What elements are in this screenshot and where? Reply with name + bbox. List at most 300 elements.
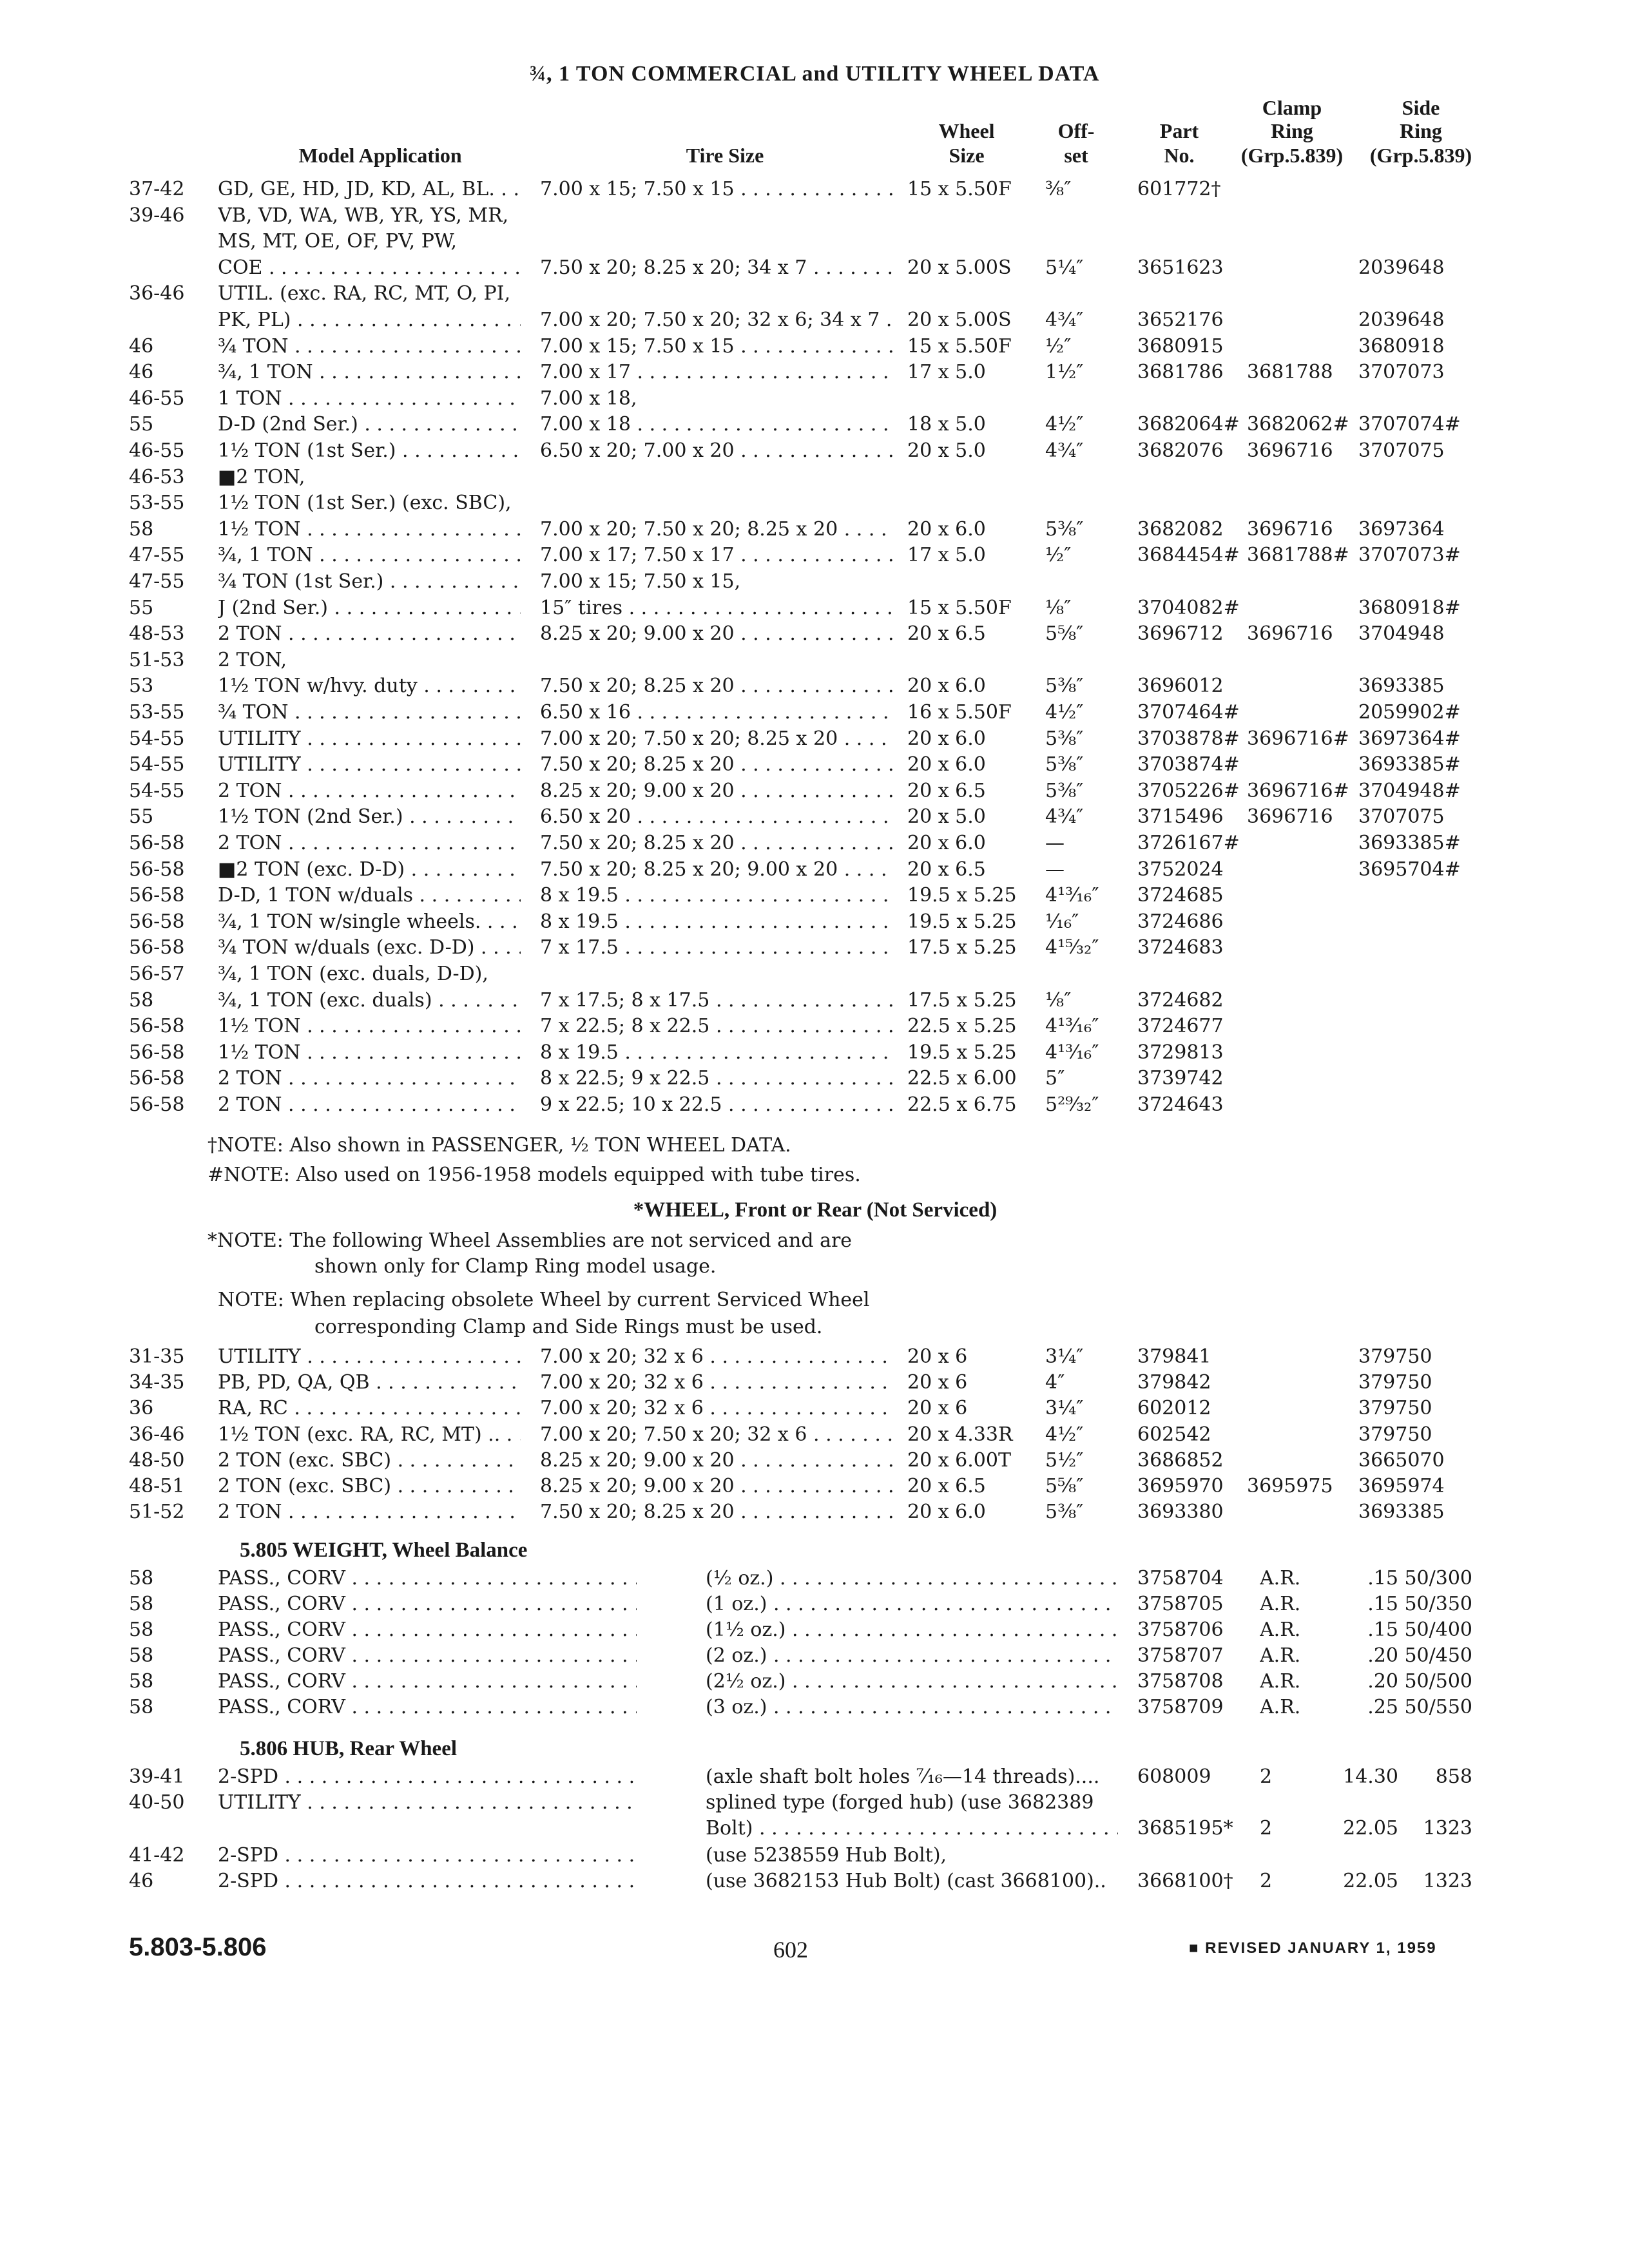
price: .25	[1367, 1696, 1398, 1718]
wheel-size: 15 x 5.50F	[907, 596, 1012, 619]
table-row	[0, 804, 1629, 830]
header-offset-1: Off-	[1057, 119, 1095, 142]
clamp-ring: 3696716	[1247, 517, 1333, 541]
section-title-weight: 5.805 WEIGHT, Wheel Balance	[240, 1539, 528, 1562]
offset: 4½″	[1045, 413, 1084, 436]
model-years: 47-55	[129, 544, 185, 567]
offset: 5⅝″	[1045, 622, 1084, 646]
wheel-size: 22.5 x 6.00	[907, 1067, 1017, 1090]
model-application: 1½ TON . . .	[218, 1040, 521, 1066]
part-number: 3705226#	[1137, 779, 1240, 802]
tire-size: 7 x 17.5 . . .	[540, 935, 894, 961]
description: (2 oz.) . . .	[706, 1643, 1118, 1669]
wheel-size: 20 x 6.0	[907, 675, 986, 698]
wheel-size: 20 x 6.00T	[907, 1448, 1011, 1472]
tire-size: 7.00 x 18,	[540, 387, 637, 410]
wheel-size: 15 x 5.50F	[907, 334, 1012, 358]
note-dagger: †NOTE: Also shown in PASSENGER, ½ TON WHEEL DATA.	[207, 1134, 791, 1157]
side-ring: 3680918	[1358, 334, 1445, 358]
model-years: 46	[129, 1870, 154, 1892]
tire-size: 7.00 x 17 . . .	[540, 360, 894, 385]
model-years: 51-53	[129, 648, 185, 671]
model-years: 58	[129, 1567, 154, 1590]
model-years: 56-58	[129, 832, 185, 854]
model-years: 46	[129, 334, 154, 358]
side-ring: 3704948	[1358, 622, 1445, 646]
note-not-serviced-2: shown only for Clamp Ring model usage.	[314, 1255, 717, 1278]
wheel-size: 20 x 6.0	[907, 727, 986, 750]
part-number: 3724686	[1137, 910, 1224, 933]
wheel-size: 20 x 6.5	[907, 858, 986, 881]
part-number: 3726167#	[1137, 832, 1240, 854]
wheel-size: 20 x 6.0	[907, 517, 986, 541]
model-application: PASS., CORV . . .	[218, 1591, 637, 1617]
model-years: 36-46	[129, 282, 185, 305]
table-row	[0, 673, 1629, 699]
wheel-size: 20 x 6	[907, 1371, 968, 1394]
header-clamp-1: Clamp	[1262, 96, 1322, 119]
note-not-serviced-1: *NOTE: The following Wheel Assemblies are not serviced and are	[207, 1229, 853, 1252]
note-hash: #NOTE: Also used on 1956-1958 models equipped with tube tires.	[207, 1164, 861, 1186]
revised-date: ■ REVISED JANUARY 1, 1959	[1189, 1939, 1437, 1957]
wheel-size: 22.5 x 5.25	[907, 1015, 1017, 1038]
table-row	[0, 752, 1629, 778]
model-application: RA, RC . . .	[218, 1396, 521, 1421]
model-application: 2-SPD . . .	[218, 1764, 637, 1790]
model-years: 36	[129, 1397, 154, 1420]
table-row	[0, 229, 1629, 255]
quantity: 2	[1260, 1870, 1273, 1892]
description: (1½ oz.) . . .	[706, 1617, 1118, 1643]
side-ring: 2039648	[1358, 309, 1445, 331]
tire-size: 8 x 19.5 . . .	[540, 1040, 894, 1066]
model-years: 46-55	[129, 439, 185, 462]
side-ring: 3695974	[1358, 1475, 1445, 1497]
table-row	[0, 360, 1629, 385]
header-side-2: Ring	[1400, 119, 1442, 142]
quantity: A.R.	[1260, 1593, 1301, 1615]
model-application: 2 TON . . .	[218, 1066, 521, 1091]
clamp-ring: 3696716	[1247, 805, 1333, 829]
side-ring: 379750	[1358, 1397, 1432, 1420]
offset: 5⅜″	[1045, 727, 1084, 750]
table-row	[0, 177, 1629, 202]
model-application: 2-SPD . . .	[218, 1869, 637, 1894]
part-number: 3707464#	[1137, 701, 1240, 724]
model-application: UTILITY . . .	[218, 752, 521, 778]
part-number: 3758708	[1137, 1670, 1224, 1693]
part-number: 3724682	[1137, 988, 1224, 1012]
model-years: 46-53	[129, 465, 185, 488]
wheel-size: 18 x 5.0	[907, 413, 986, 436]
model-years: 48-51	[129, 1475, 185, 1497]
model-application: PASS., CORV . . .	[218, 1617, 637, 1643]
header-part-2: No.	[1164, 144, 1195, 167]
model-application: PASS., CORV . . .	[218, 1566, 637, 1591]
table-row	[0, 1092, 1629, 1118]
price: 22.05	[1343, 1817, 1398, 1840]
quantity: A.R.	[1260, 1619, 1301, 1641]
model-years: 46	[129, 361, 154, 384]
model-years: 53	[129, 675, 154, 698]
model-application: 2 TON . . .	[218, 1499, 521, 1525]
side-ring: 3693385#	[1358, 832, 1461, 854]
header-offset-2: set	[1064, 144, 1088, 167]
wheel-size: 16 x 5.50F	[907, 701, 1012, 724]
model-application: 1½ TON w/hvy. duty . . .	[218, 673, 521, 699]
model-application: 1½ TON (1st Ser.) . . .	[218, 438, 521, 464]
side-ring: 379750	[1358, 1371, 1432, 1394]
model-years: 56-58	[129, 1093, 185, 1116]
code: 1323	[1423, 1870, 1472, 1892]
clamp-ring: 3682062#	[1247, 413, 1349, 436]
model-application: UTILITY . . .	[218, 1790, 637, 1816]
offset: 5⅜″	[1045, 675, 1084, 698]
side-ring: 3707073#	[1358, 544, 1461, 567]
part-number: 3752024	[1137, 858, 1224, 881]
part-number: 602012	[1137, 1397, 1211, 1420]
model-application: 2 TON . . .	[218, 778, 521, 804]
model-application: ¾, 1 TON (exc. duals) . . .	[218, 988, 521, 1014]
wheel-size: 20 x 5.0	[907, 805, 986, 829]
part-number: 3685195*	[1137, 1817, 1233, 1840]
offset: 4¹³⁄₁₆″	[1045, 884, 1099, 907]
code: 858	[1435, 1765, 1472, 1788]
tire-size: 6.50 x 16 . . .	[540, 700, 894, 726]
model-application: PASS., CORV . . .	[218, 1695, 637, 1720]
part-number: 3695970	[1137, 1475, 1224, 1497]
side-ring: 3695704#	[1358, 858, 1461, 881]
table-row	[0, 1066, 1629, 1091]
table-row	[0, 726, 1629, 752]
part-number: 3758705	[1137, 1593, 1224, 1615]
offset: ⅟₁₆″	[1045, 910, 1079, 933]
wheel-size: 20 x 6.5	[907, 779, 986, 802]
price: .15	[1367, 1567, 1398, 1590]
tire-size: 7.00 x 17; 7.50 x 17 . . .	[540, 543, 894, 568]
model-years: 51-52	[129, 1501, 185, 1524]
offset: 5¼″	[1045, 256, 1084, 279]
offset: 4¹³⁄₁₆″	[1045, 1041, 1099, 1064]
description: splined type (forged hub) (use 3682389	[706, 1791, 1094, 1814]
part-number: 379842	[1137, 1371, 1211, 1394]
side-ring: 379750	[1358, 1423, 1432, 1446]
model-application: ¾ TON . . .	[218, 700, 521, 726]
model-years: 53-55	[129, 701, 185, 724]
model-application: ¾, 1 TON . . .	[218, 360, 521, 385]
side-ring: 3707075	[1358, 805, 1445, 829]
model-application: PK, PL) . . .	[218, 307, 521, 333]
offset: ⅛″	[1045, 596, 1072, 619]
table-row	[0, 1695, 1629, 1720]
wheel-size: 20 x 5.00S	[907, 309, 1012, 331]
table-row	[0, 1843, 1629, 1869]
model-application: PB, PD, QA, QB . . .	[218, 1370, 521, 1396]
tire-size: 8.25 x 20; 9.00 x 20 . . .	[540, 1474, 894, 1499]
model-years: 54-55	[129, 753, 185, 776]
header-tire: Tire Size	[686, 144, 764, 167]
tire-size: 7.00 x 20; 7.50 x 20; 8.25 x 20 . . .	[540, 726, 894, 752]
header-model: Model Application	[298, 144, 462, 167]
wheel-size: 20 x 4.33R	[907, 1423, 1013, 1446]
table-row	[0, 569, 1629, 595]
tire-size: 7.50 x 20; 8.25 x 20 . . .	[540, 673, 894, 699]
side-ring: 379750	[1358, 1345, 1432, 1368]
tire-size: 7.00 x 20; 32 x 6 . . .	[540, 1370, 894, 1396]
offset: 4¾″	[1045, 439, 1084, 462]
part-number: 3668100†	[1137, 1870, 1233, 1892]
model-years: 58	[129, 517, 154, 541]
model-application: D-D, 1 TON w/duals . . .	[218, 883, 521, 908]
part-number: 3680915	[1137, 334, 1224, 358]
part-number: 3703874#	[1137, 753, 1240, 776]
model-application: ¾ TON w/duals (exc. D-D) . . .	[218, 935, 521, 961]
wheel-size: 20 x 5.0	[907, 439, 986, 462]
part-number: 3652176	[1137, 309, 1224, 331]
table-row	[0, 307, 1629, 333]
table-row	[0, 1764, 1629, 1790]
offset: 5⅜″	[1045, 753, 1084, 776]
part-number: 3693380	[1137, 1501, 1224, 1524]
part-number: 379841	[1137, 1345, 1211, 1368]
table-row	[0, 386, 1629, 412]
table-row	[0, 1499, 1629, 1525]
tire-size: 7.00 x 15; 7.50 x 15,	[540, 570, 741, 593]
header-part-1: Part	[1159, 119, 1199, 142]
tire-size: 7.00 x 20; 32 x 6 . . .	[540, 1396, 894, 1421]
header-clamp-2: Ring	[1271, 119, 1313, 142]
model-years: 46-55	[129, 387, 185, 410]
clamp-ring: 3696716	[1247, 622, 1333, 646]
side-ring: 3693385	[1358, 1501, 1445, 1524]
table-row	[0, 438, 1629, 464]
model-years: 54-55	[129, 779, 185, 802]
table-row	[0, 1617, 1629, 1643]
side-ring: 3697364	[1358, 517, 1445, 541]
wheel-size: 20 x 6.5	[907, 1475, 986, 1497]
model-years: 31-35	[129, 1345, 185, 1368]
header-wheel-2: Size	[949, 144, 985, 167]
code: 50/300	[1404, 1567, 1472, 1590]
wheel-size: 20 x 6	[907, 1397, 968, 1420]
wheel-size: 22.5 x 6.75	[907, 1093, 1017, 1116]
model-application: UTIL. (exc. RA, RC, MT, O, PI,	[218, 282, 511, 305]
page-number: 602	[773, 1937, 808, 1963]
offset: —	[1045, 858, 1065, 881]
price: .20	[1367, 1644, 1398, 1667]
code: 50/350	[1404, 1593, 1472, 1615]
model-application: ¾, 1 TON w/single wheels. . . .	[218, 909, 521, 935]
offset: 4¹³⁄₁₆″	[1045, 1015, 1099, 1038]
quantity: A.R.	[1260, 1696, 1301, 1718]
model-years: 47-55	[129, 570, 185, 593]
part-number: 3682082	[1137, 517, 1224, 541]
model-years: 56-58	[129, 884, 185, 907]
table-row	[0, 1591, 1629, 1617]
model-application: COE . . .	[218, 255, 521, 281]
clamp-ring: 3695975	[1247, 1475, 1333, 1497]
code: 50/400	[1404, 1619, 1472, 1641]
model-application: 1½ TON . . .	[218, 1014, 521, 1039]
part-number: 3703878#	[1137, 727, 1240, 750]
header-clamp-3: (Grp.5.839)	[1240, 144, 1344, 167]
model-years: 53-55	[129, 492, 185, 515]
part-number: 602542	[1137, 1423, 1211, 1446]
side-ring: 3707073	[1358, 361, 1445, 384]
model-application: ■2 TON,	[218, 465, 305, 488]
table-row	[0, 909, 1629, 935]
model-application: 1½ TON (1st Ser.) (exc. SBC),	[218, 492, 512, 515]
model-application: 2 TON . . .	[218, 1092, 521, 1118]
model-application: ¾, 1 TON . . .	[218, 543, 521, 568]
side-ring: 3697364#	[1358, 727, 1461, 750]
part-number: 3682076	[1137, 439, 1224, 462]
table-row	[0, 490, 1629, 516]
part-number: 3704082#	[1137, 596, 1240, 619]
part-number: 3758704	[1137, 1567, 1224, 1590]
part-number: 3724677	[1137, 1015, 1224, 1038]
table-row	[0, 1422, 1629, 1448]
table-row	[0, 517, 1629, 543]
model-years: 55	[129, 596, 154, 619]
offset: 5½″	[1045, 1448, 1084, 1472]
table-row	[0, 1014, 1629, 1039]
price: .15	[1367, 1593, 1398, 1615]
side-ring: 3707075	[1358, 439, 1445, 462]
tire-size: 7.50 x 20; 8.25 x 20 . . .	[540, 752, 894, 778]
quantity: 2	[1260, 1817, 1273, 1840]
side-ring: 3704948#	[1358, 779, 1461, 802]
tire-size: 7.50 x 20; 8.25 x 20; 9.00 x 20 . . .	[540, 857, 894, 883]
clamp-ring: 3681788	[1247, 361, 1333, 384]
tire-size: 8.25 x 20; 9.00 x 20 . . .	[540, 1448, 894, 1474]
table-row	[0, 648, 1629, 673]
tire-size: 7.00 x 20; 7.50 x 20; 32 x 6; 34 x 7 . . .	[540, 307, 894, 333]
offset: 4″	[1045, 1371, 1065, 1394]
tire-size: 7.50 x 20; 8.25 x 20 . . .	[540, 1499, 894, 1525]
model-application: ■2 TON (exc. D-D) . . .	[218, 857, 521, 883]
table-row	[0, 621, 1629, 647]
part-number: 3724685	[1137, 884, 1224, 907]
wheel-size: 19.5 x 5.25	[907, 910, 1017, 933]
side-ring: 3665070	[1358, 1448, 1445, 1472]
table-row	[0, 1790, 1629, 1816]
description: Bolt) . . .	[706, 1816, 1118, 1841]
offset: —	[1045, 832, 1065, 854]
table-row	[0, 831, 1629, 856]
offset: 5⅜″	[1045, 517, 1084, 541]
code: 50/450	[1404, 1644, 1472, 1667]
offset: 5″	[1045, 1067, 1065, 1090]
table-row	[0, 1040, 1629, 1066]
part-number: 3724683	[1137, 936, 1224, 959]
header-side-3: (Grp.5.839)	[1369, 144, 1472, 167]
part-number: 3681786	[1137, 361, 1224, 384]
quantity: 2	[1260, 1765, 1273, 1788]
description: (3 oz.) . . .	[706, 1695, 1118, 1720]
table-row	[0, 412, 1629, 437]
description: (use 3682153 Hub Bolt) (cast 3668100)..	[706, 1870, 1106, 1892]
model-years: 56-57	[129, 963, 185, 985]
tire-size: 7.00 x 20; 7.50 x 20; 8.25 x 20 . . .	[540, 517, 894, 543]
tire-size: 7 x 17.5; 8 x 17.5 . . .	[540, 988, 894, 1014]
tire-size: 9 x 22.5; 10 x 22.5 . . .	[540, 1092, 894, 1118]
header-wheel-1: Wheel	[938, 119, 995, 142]
price: .15	[1367, 1619, 1398, 1641]
model-years: 56-58	[129, 936, 185, 959]
model-application: 2 TON . . .	[218, 621, 521, 647]
table-row	[0, 1816, 1629, 1841]
clamp-ring: 3696716	[1247, 439, 1333, 462]
clamp-ring: 3696716#	[1247, 727, 1349, 750]
table-row	[0, 988, 1629, 1014]
wheel-size: 20 x 6	[907, 1345, 968, 1368]
part-number: 3686852	[1137, 1448, 1224, 1472]
model-application: MS, MT, OE, OF, PV, PW,	[218, 230, 458, 253]
quantity: A.R.	[1260, 1644, 1301, 1667]
table-row	[0, 935, 1629, 961]
code: 50/550	[1404, 1696, 1472, 1718]
offset: 4¾″	[1045, 805, 1084, 829]
model-application: J (2nd Ser.) . . .	[218, 595, 521, 621]
wheel-size: 17 x 5.0	[907, 544, 986, 567]
side-ring: 3693385	[1358, 675, 1445, 698]
tire-size: 6.50 x 20 . . .	[540, 804, 894, 830]
model-years: 36-46	[129, 1423, 185, 1446]
description: (use 5238559 Hub Bolt),	[706, 1844, 947, 1867]
model-application: ¾ TON . . .	[218, 334, 521, 360]
offset: 5²⁹⁄₃₂″	[1045, 1093, 1099, 1116]
table-row	[0, 1869, 1629, 1894]
table-row	[0, 961, 1629, 987]
model-application: D-D (2nd Ser.) . . .	[218, 412, 521, 437]
wheel-size: 17.5 x 5.25	[907, 936, 1017, 959]
wheel-size: 20 x 6.0	[907, 753, 986, 776]
model-years: 58	[129, 1593, 154, 1615]
quantity: A.R.	[1260, 1567, 1301, 1590]
section-range: 5.803-5.806	[129, 1933, 267, 1961]
model-years: 58	[129, 988, 154, 1012]
table-row	[0, 778, 1629, 804]
model-years: 56-58	[129, 910, 185, 933]
model-years: 58	[129, 1619, 154, 1641]
page-title: ¾, 1 TON COMMERCIAL and UTILITY WHEEL DATA	[529, 62, 1100, 86]
tire-size: 8 x 19.5 . . .	[540, 909, 894, 935]
offset: ⅜″	[1045, 178, 1072, 200]
offset: 5⅜″	[1045, 779, 1084, 802]
part-number: 3682064#	[1137, 413, 1240, 436]
offset: 1½″	[1045, 361, 1084, 384]
offset: 3¼″	[1045, 1397, 1084, 1420]
wheel-size: 15 x 5.50F	[907, 178, 1012, 200]
model-years: 37-42	[129, 178, 185, 200]
part-number: 3724643	[1137, 1093, 1224, 1116]
table-row	[0, 334, 1629, 360]
table-row	[0, 543, 1629, 568]
model-years: 39-41	[129, 1765, 185, 1788]
offset: 4¾″	[1045, 309, 1084, 331]
side-ring: 2039648	[1358, 256, 1445, 279]
description: (1 oz.) . . .	[706, 1591, 1118, 1617]
model-years: 55	[129, 413, 154, 436]
header-side-1: Side	[1402, 96, 1440, 119]
side-ring: 2059902#	[1358, 701, 1461, 724]
table-row	[0, 1396, 1629, 1421]
clamp-ring: 3696716#	[1247, 779, 1349, 802]
model-application: 2 TON (exc. SBC) . . .	[218, 1448, 521, 1474]
note-replace-1: NOTE: When replacing obsolete Wheel by current Serviced Wheel	[218, 1289, 870, 1311]
code: 1323	[1423, 1817, 1472, 1840]
